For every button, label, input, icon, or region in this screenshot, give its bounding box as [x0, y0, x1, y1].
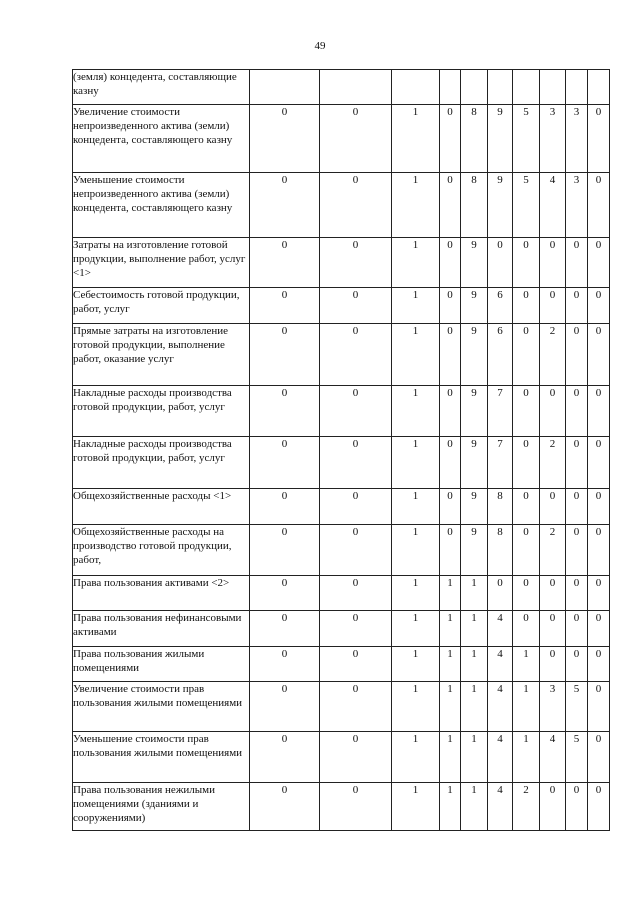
account-name-cell: Себестоимость готовой продукции, работ, услуг — [73, 288, 250, 324]
code-digit-cell: 0 — [566, 324, 588, 386]
code-digit-cell: 1 — [392, 525, 440, 576]
account-name-cell: Права пользования жилыми помещениями — [73, 647, 250, 682]
table-row — [73, 386, 610, 437]
code-digit-cell: 1 — [392, 173, 440, 238]
code-digit-cell: 0 — [250, 173, 320, 238]
code-digit-cell: 8 — [461, 105, 488, 173]
code-digit-cell: 4 — [488, 783, 513, 831]
code-digit-cell: 1 — [392, 105, 440, 173]
code-digit-cell: 0 — [588, 288, 610, 324]
table-row — [73, 105, 610, 173]
code-digit-cell: 1 — [440, 576, 461, 611]
code-digit-cell: 4 — [540, 732, 566, 783]
code-digit-cell: 1 — [392, 611, 440, 647]
code-digit-cell: 0 — [320, 682, 392, 732]
code-digit-cell: 5 — [566, 732, 588, 783]
code-digit-cell: 1 — [513, 647, 540, 682]
code-digit-cell: 0 — [320, 783, 392, 831]
code-digit-cell — [320, 70, 392, 105]
code-digit-cell: 3 — [540, 105, 566, 173]
code-digit-cell: 1 — [461, 783, 488, 831]
code-digit-cell: 3 — [540, 682, 566, 732]
code-digit-cell: 0 — [250, 105, 320, 173]
code-digit-cell: 0 — [513, 525, 540, 576]
code-digit-cell: 1 — [461, 647, 488, 682]
code-digit-cell: 0 — [540, 576, 566, 611]
code-digit-cell: 0 — [513, 576, 540, 611]
code-digit-cell: 7 — [488, 386, 513, 437]
code-digit-cell: 0 — [250, 576, 320, 611]
code-digit-cell: 0 — [320, 732, 392, 783]
code-digit-cell: 0 — [320, 647, 392, 682]
code-digit-cell: 1 — [440, 732, 461, 783]
code-digit-cell: 4 — [488, 732, 513, 783]
code-digit-cell: 6 — [488, 324, 513, 386]
account-name-cell: Затраты на изготовление готовой продукции, выполнение работ, услуг <1> — [73, 238, 250, 288]
code-digit-cell: 0 — [440, 489, 461, 525]
code-digit-cell: 0 — [540, 647, 566, 682]
code-digit-cell: 0 — [513, 288, 540, 324]
code-digit-cell: 1 — [461, 732, 488, 783]
code-digit-cell — [488, 70, 513, 105]
code-digit-cell: 0 — [250, 647, 320, 682]
table-row — [73, 288, 610, 324]
code-digit-cell: 0 — [566, 576, 588, 611]
code-digit-cell: 0 — [250, 437, 320, 489]
code-digit-cell: 0 — [250, 489, 320, 525]
code-digit-cell — [513, 70, 540, 105]
code-digit-cell: 0 — [513, 611, 540, 647]
code-digit-cell: 1 — [392, 576, 440, 611]
code-digit-cell: 9 — [461, 489, 488, 525]
account-name-cell: Увеличение стоимости непроизведенного актива (земли) концедента, составляющего казну — [73, 105, 250, 173]
code-digit-cell: 0 — [588, 386, 610, 437]
account-name-cell: Уменьшение стоимости прав пользования жилыми помещениями — [73, 732, 250, 783]
code-digit-cell: 0 — [320, 324, 392, 386]
code-digit-cell: 9 — [461, 386, 488, 437]
code-digit-cell: 0 — [588, 682, 610, 732]
code-digit-cell: 0 — [540, 489, 566, 525]
account-name-cell: Общехозяйственные расходы <1> — [73, 489, 250, 525]
code-digit-cell: 1 — [392, 238, 440, 288]
code-digit-cell: 0 — [588, 105, 610, 173]
code-digit-cell: 0 — [250, 682, 320, 732]
code-digit-cell: 0 — [513, 437, 540, 489]
code-digit-cell: 0 — [566, 238, 588, 288]
code-digit-cell: 0 — [566, 489, 588, 525]
code-digit-cell: 1 — [440, 783, 461, 831]
code-digit-cell: 0 — [566, 783, 588, 831]
code-digit-cell: 0 — [566, 437, 588, 489]
code-digit-cell: 5 — [566, 682, 588, 732]
code-digit-cell: 1 — [392, 732, 440, 783]
code-digit-cell — [250, 70, 320, 105]
code-digit-cell: 0 — [250, 525, 320, 576]
code-digit-cell: 7 — [488, 437, 513, 489]
code-digit-cell: 0 — [250, 288, 320, 324]
code-digit-cell: 0 — [540, 386, 566, 437]
code-digit-cell: 4 — [488, 682, 513, 732]
table-row — [73, 682, 610, 732]
code-digit-cell — [540, 70, 566, 105]
code-digit-cell: 0 — [588, 324, 610, 386]
code-digit-cell: 8 — [461, 173, 488, 238]
code-digit-cell: 0 — [588, 576, 610, 611]
code-digit-cell: 0 — [540, 783, 566, 831]
account-codes-table — [72, 69, 610, 831]
code-digit-cell: 0 — [320, 105, 392, 173]
code-digit-cell: 0 — [320, 173, 392, 238]
code-digit-cell: 2 — [513, 783, 540, 831]
code-digit-cell: 0 — [540, 288, 566, 324]
code-digit-cell: 4 — [540, 173, 566, 238]
code-digit-cell: 1 — [392, 324, 440, 386]
code-digit-cell: 0 — [588, 611, 610, 647]
code-digit-cell: 3 — [566, 105, 588, 173]
account-name-cell: Права пользования нефинансовыми активами — [73, 611, 250, 647]
code-digit-cell — [461, 70, 488, 105]
code-digit-cell: 1 — [392, 288, 440, 324]
table-row — [73, 732, 610, 783]
code-digit-cell: 0 — [588, 437, 610, 489]
code-digit-cell: 0 — [566, 386, 588, 437]
code-digit-cell: 1 — [392, 682, 440, 732]
code-digit-cell: 0 — [320, 437, 392, 489]
code-digit-cell: 0 — [588, 732, 610, 783]
page-number: 49 — [314, 40, 326, 52]
code-digit-cell: 1 — [392, 489, 440, 525]
code-digit-cell: 0 — [588, 525, 610, 576]
code-digit-cell: 9 — [461, 525, 488, 576]
code-digit-cell: 0 — [250, 732, 320, 783]
code-digit-cell: 5 — [513, 173, 540, 238]
code-digit-cell: 1 — [461, 611, 488, 647]
table-row — [73, 783, 610, 831]
code-digit-cell: 9 — [461, 324, 488, 386]
code-digit-cell: 1 — [440, 682, 461, 732]
code-digit-cell: 0 — [540, 238, 566, 288]
code-digit-cell: 0 — [566, 525, 588, 576]
table-row — [73, 324, 610, 386]
code-digit-cell: 0 — [440, 437, 461, 489]
code-digit-cell: 0 — [440, 288, 461, 324]
account-name-cell: Уменьшение стоимости непроизведенного актива (земли) концедента, составляющего казну — [73, 173, 250, 238]
code-digit-cell: 1 — [513, 732, 540, 783]
code-digit-cell: 8 — [488, 489, 513, 525]
table-row — [73, 238, 610, 288]
code-digit-cell: 0 — [320, 611, 392, 647]
code-digit-cell: 1 — [392, 386, 440, 437]
code-digit-cell: 4 — [488, 611, 513, 647]
code-digit-cell: 3 — [566, 173, 588, 238]
table-row — [73, 611, 610, 647]
code-digit-cell: 0 — [250, 238, 320, 288]
code-digit-cell: 1 — [392, 437, 440, 489]
account-name-cell: Прямые затраты на изготовление готовой продукции, выполнение работ, оказание услуг — [73, 324, 250, 386]
account-name-cell: Накладные расходы производства готовой продукции, работ, услуг — [73, 437, 250, 489]
table-row — [73, 489, 610, 525]
code-digit-cell: 0 — [250, 324, 320, 386]
account-name-cell: Права пользования нежилыми помещениями (зданиями и сооружениями) — [73, 783, 250, 831]
table-row — [73, 437, 610, 489]
code-digit-cell: 0 — [540, 611, 566, 647]
code-digit-cell: 4 — [488, 647, 513, 682]
code-digit-cell: 0 — [513, 238, 540, 288]
code-digit-cell: 0 — [588, 489, 610, 525]
table-row — [73, 173, 610, 238]
code-digit-cell: 0 — [320, 525, 392, 576]
code-digit-cell: 0 — [250, 611, 320, 647]
code-digit-cell: 1 — [440, 647, 461, 682]
account-name-cell: (земля) концедента, составляющие казну — [73, 70, 250, 105]
code-digit-cell: 1 — [513, 682, 540, 732]
code-digit-cell: 0 — [440, 525, 461, 576]
code-digit-cell: 0 — [440, 324, 461, 386]
account-name-cell: Права пользования активами <2> — [73, 576, 250, 611]
code-digit-cell — [588, 70, 610, 105]
table-row — [73, 525, 610, 576]
code-digit-cell: 0 — [320, 576, 392, 611]
table-row — [73, 576, 610, 611]
code-digit-cell: 0 — [320, 489, 392, 525]
code-digit-cell: 1 — [461, 576, 488, 611]
code-digit-cell: 0 — [588, 238, 610, 288]
code-digit-cell: 1 — [440, 611, 461, 647]
code-digit-cell: 0 — [513, 386, 540, 437]
code-digit-cell: 0 — [588, 173, 610, 238]
code-digit-cell: 0 — [513, 489, 540, 525]
account-name-cell: Накладные расходы производства готовой продукции, работ, услуг — [73, 386, 250, 437]
code-digit-cell: 0 — [440, 238, 461, 288]
code-digit-cell — [392, 70, 440, 105]
code-digit-cell: 0 — [566, 611, 588, 647]
code-digit-cell: 2 — [540, 437, 566, 489]
code-digit-cell: 1 — [392, 647, 440, 682]
account-name-cell: Общехозяйственные расходы на производство готовой продукции, работ, — [73, 525, 250, 576]
code-digit-cell: 0 — [320, 288, 392, 324]
code-digit-cell — [440, 70, 461, 105]
code-digit-cell: 0 — [488, 238, 513, 288]
code-digit-cell: 0 — [440, 386, 461, 437]
code-digit-cell: 9 — [461, 238, 488, 288]
code-digit-cell: 1 — [461, 682, 488, 732]
code-digit-cell: 0 — [513, 324, 540, 386]
code-digit-cell: 0 — [566, 647, 588, 682]
code-digit-cell: 1 — [392, 783, 440, 831]
table-row — [73, 647, 610, 682]
code-digit-cell: 0 — [440, 105, 461, 173]
code-digit-cell: 0 — [250, 783, 320, 831]
code-digit-cell: 9 — [488, 105, 513, 173]
code-digit-cell: 9 — [488, 173, 513, 238]
code-digit-cell: 0 — [588, 647, 610, 682]
code-digit-cell: 0 — [250, 386, 320, 437]
account-name-cell: Увеличение стоимости прав пользования жилыми помещениями — [73, 682, 250, 732]
code-digit-cell: 2 — [540, 324, 566, 386]
code-digit-cell: 0 — [488, 576, 513, 611]
code-digit-cell: 9 — [461, 288, 488, 324]
code-digit-cell: 0 — [588, 783, 610, 831]
code-digit-cell: 6 — [488, 288, 513, 324]
code-digit-cell: 0 — [440, 173, 461, 238]
code-digit-cell — [566, 70, 588, 105]
code-digit-cell: 0 — [320, 386, 392, 437]
code-digit-cell: 0 — [566, 288, 588, 324]
code-digit-cell: 9 — [461, 437, 488, 489]
code-digit-cell: 5 — [513, 105, 540, 173]
code-digit-cell: 0 — [320, 238, 392, 288]
code-digit-cell: 2 — [540, 525, 566, 576]
table-row — [73, 70, 610, 105]
code-digit-cell: 8 — [488, 525, 513, 576]
